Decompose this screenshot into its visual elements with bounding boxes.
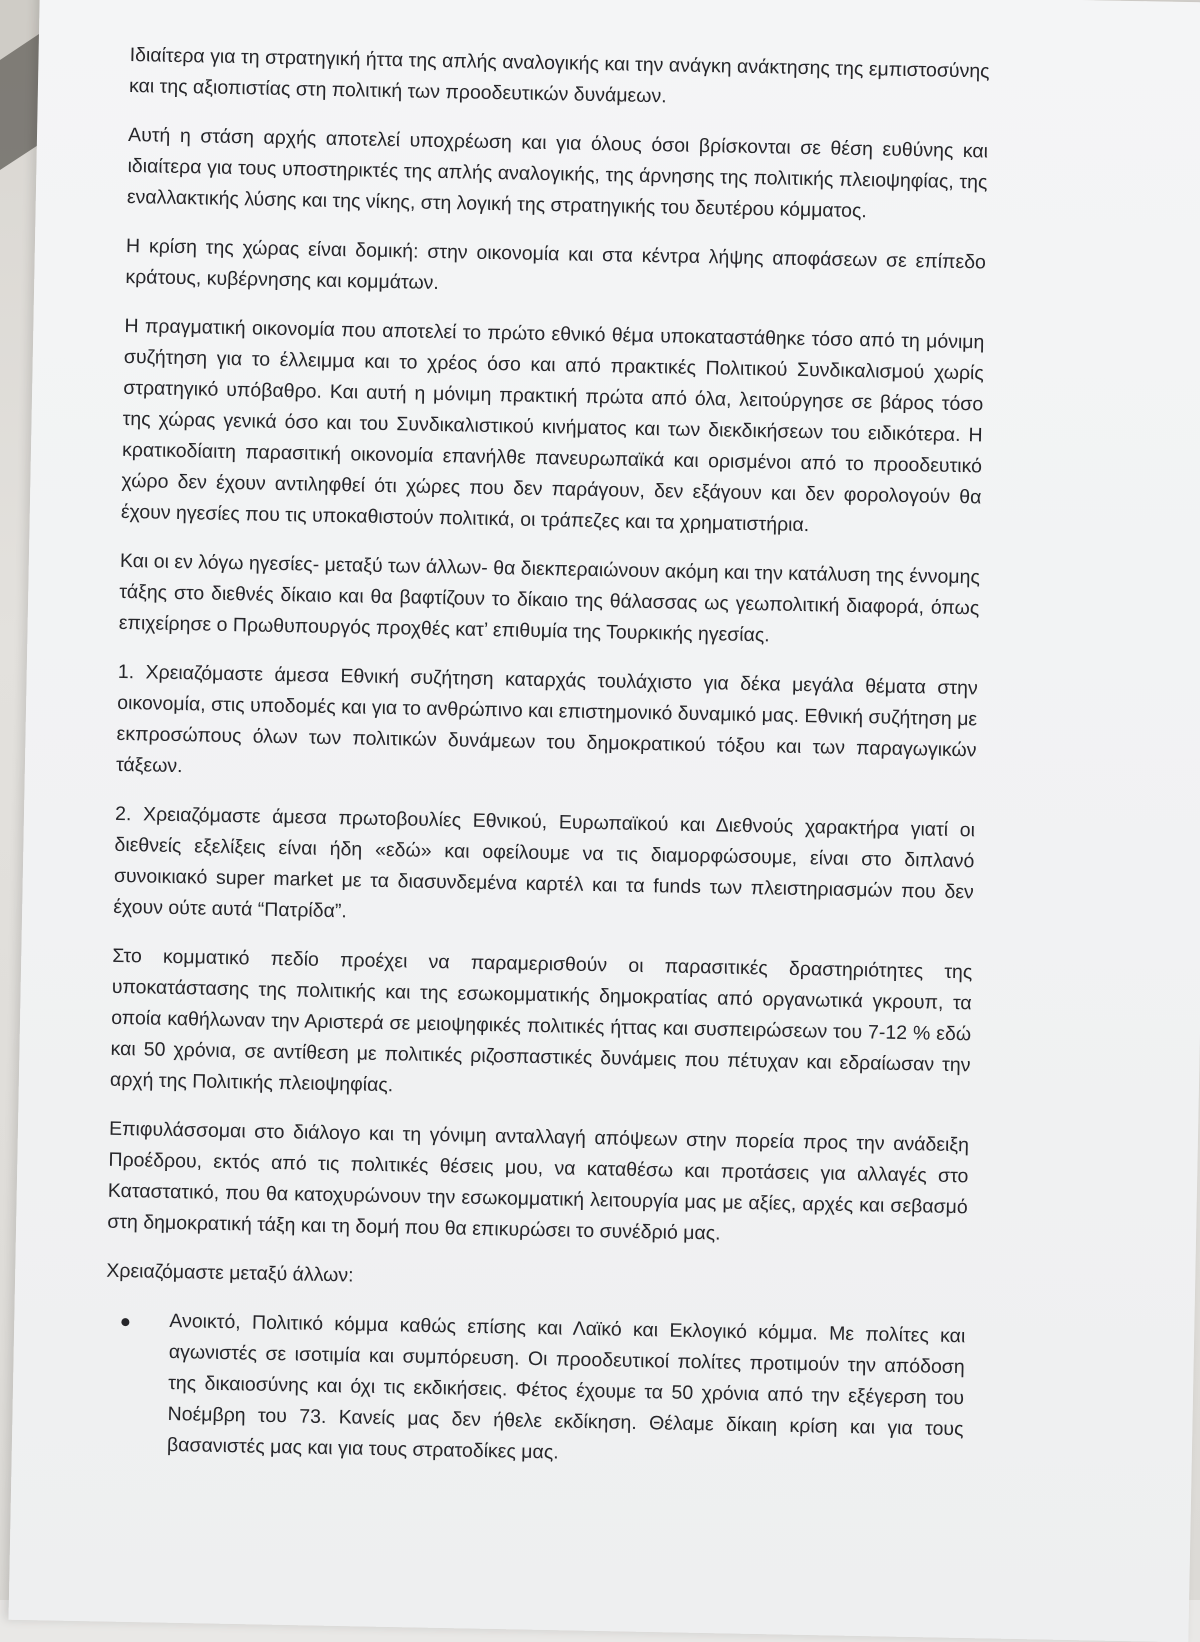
document-body [100, 40, 989, 1596]
paragraph-real-economy: Η πραγματική οικονομία που αποτελεί το πρώτο εθνικό θέμα υποκαταστάθηκε τόσο από τη μόνιμη συζήτηση για το έλλειμμα και το χρέος όσο και από πρακτικές Πολιτικού Συνδικαλισμού χωρίς στρατηγικό υπόβαθρο. Και αυτή η μόνιμη πρακτική πρώτα από όλα, λειτούργησε σε βάρος τόσο της χώρας γενικά όσο και του Συνδικαλιστικού κινήματος και των διεκδικήσεων του ειδικότερα. Η κρατικοδίαιτη παρασιτική οικονομία επανήλθε πανευρωπαϊκά και ορισμένοι από το προοδευτικό χώρο δεν έχουν αντιληφθεί ότι χώρες που δεν παράγουν, δεν εξάγουν και δεν φορολογούν θα έχουν ηγεσίες που τις υποκαθιστούν πολιτικά, οι τράπεζες και τα χρηματιστήρια. [120, 314, 985, 537]
paragraph-leaderships: Και οι εν λόγω ηγεσίες- μεταξύ των άλλων- θα διεκπεραιώνουν ακόμη και την κατάλυση της έννομης τάξης στο διεθνές δίκαιο και θα βαφτίζουν το δίκαιο της θάλασσας ως γεωπολιτική διαφορά, όπως επιχείρησε ο Πρωθυπουργός προχθές κατ’ επιθυμία της Τουρκικής ηγεσίας. [118, 549, 981, 647]
paragraph-reservation: Επιφυλάσσομαι στο διάλογο και τη γόνιμη ανταλλαγή απόψεων στην πορεία προς την ανάδειξη Προέδρου, εκτός από τις πολιτικές θέσεις μου, να καταθέσω και προτάσεις για αλλαγές στο Καταστατικό, που θα κατοχυρώνουν την εσωκομματική λειτουργία μας με αξίες, αρχές και σεβασμό στη δημοκρατική τάξη και τη δομή που θα επικυρώσει το συνέδριό μας. [107, 1117, 970, 1245]
bullet-icon [121, 1318, 129, 1326]
paragraph-point-1: 1. Χρειαζόμαστε άμεσα Εθνική συζήτηση καταρχάς τουλάχιστο για δέκα μεγάλα θέματα στην οικονομία, στις υποδομές και για το ανθρώπινο και επιστημονικό δυναμικό μας. Εθνική συζήτηση με εκπροσώπους όλων των πολιτικών δυνάμεων του δημοκρατικού τόξου και των παραγωγικών τάξεων. [115, 660, 978, 778]
paragraph-strategic-defeat: Ιδιαίτερα για τη στρατηγική ήττα της απλής αναλογικής και την ανάγκη ανάκτησης της εμπιστοσύνης και της αξιοπιστίας στη πολιτική των προοδευτικών δυνάμεων. [128, 43, 990, 108]
list-item [103, 1305, 966, 1476]
list-item-text: Ανοικτό, Πολιτικό κόμμα καθώς επίσης και Λαϊκό και Εκλογικό κόμμα. Με πολίτες και αγωνιστές σε ισοτιμία και συμπόρευση. Οι προοδευτικοί πολίτες προτιμούν την απόδοση της δικαιοσύνης και όχι τις εκδικήσεις. Φέτος έχουμε τα 50 χρόνια από την εξέγερση του Νοέμβρη του 73. Κανείς μας δεν ήθελε εκδίκηση. Θέλαμε δίκαιη κρίση και για τους βασανιστές μας και για τους στρατοδίκες μας. [166, 1309, 966, 1464]
paragraph-party-field: Στο κομματικό πεδίο προέχει να παραμερισθούν οι παρασιτικές δραστηριότητες της υποκατάστασης της πολιτικής και της εσωκομματικής δημοκρατίας από οργανωτικά γκρουπ, τα οποία καθήλωναν την Αριστερά σε μειοψηφικές πολιτικές ήττας και συσπειρώσεων του 7-12 % εδώ και 50 χρόνια, σε αντίθεση με πολιτικές ριζοσπαστικές δυνάμεις που πέτυχαν και εδραίωσαν την αρχή της Πολιτικής πλειοψηφίας. [109, 944, 973, 1097]
paragraph-principled-stance: Αυτή η στάση αρχής αποτελεί υποχρέωση και για όλους όσοι βρίσκονται σε θέση ευθύνης και ιδιαίτερα για τους υποστηρικτές της απλής αναλογικής, της άρνησης της πολιτικής πλειοψηφίας, της εναλλακτικής λύσης και της νίκης, στη λογική της στρατηγικής του δευτέρου κόμματος. [126, 123, 989, 223]
paragraph-structural-crisis: Η κρίση της χώρας είναι δομική: στην οικονομία και στα κέντρα λήψης αποφάσεων σε επίπεδο κράτους, κυβέρνησης και κομμάτων. [125, 234, 987, 294]
list-heading: Χρειαζόμαστε μεταξύ άλλων: [106, 1259, 354, 1287]
paragraph-point-2: 2. Χρειαζόμαστε άμεσα πρωτοβουλίες Εθνικού, Ευρωπαϊκού και Διεθνούς χαρακτήρα γιατί οι διεθνείς εξελίξεις είναι ήδη «εδώ» και οφείλουμε να τις διαμορφώσουμε, είναι στο διπλανό συνοικιακό super market με τα διασυνδεμένα καρτέλ και τα funds των πλειστηριασμών που δεν έχουν ούτε αυτά “Πατρίδα”. [113, 802, 976, 923]
